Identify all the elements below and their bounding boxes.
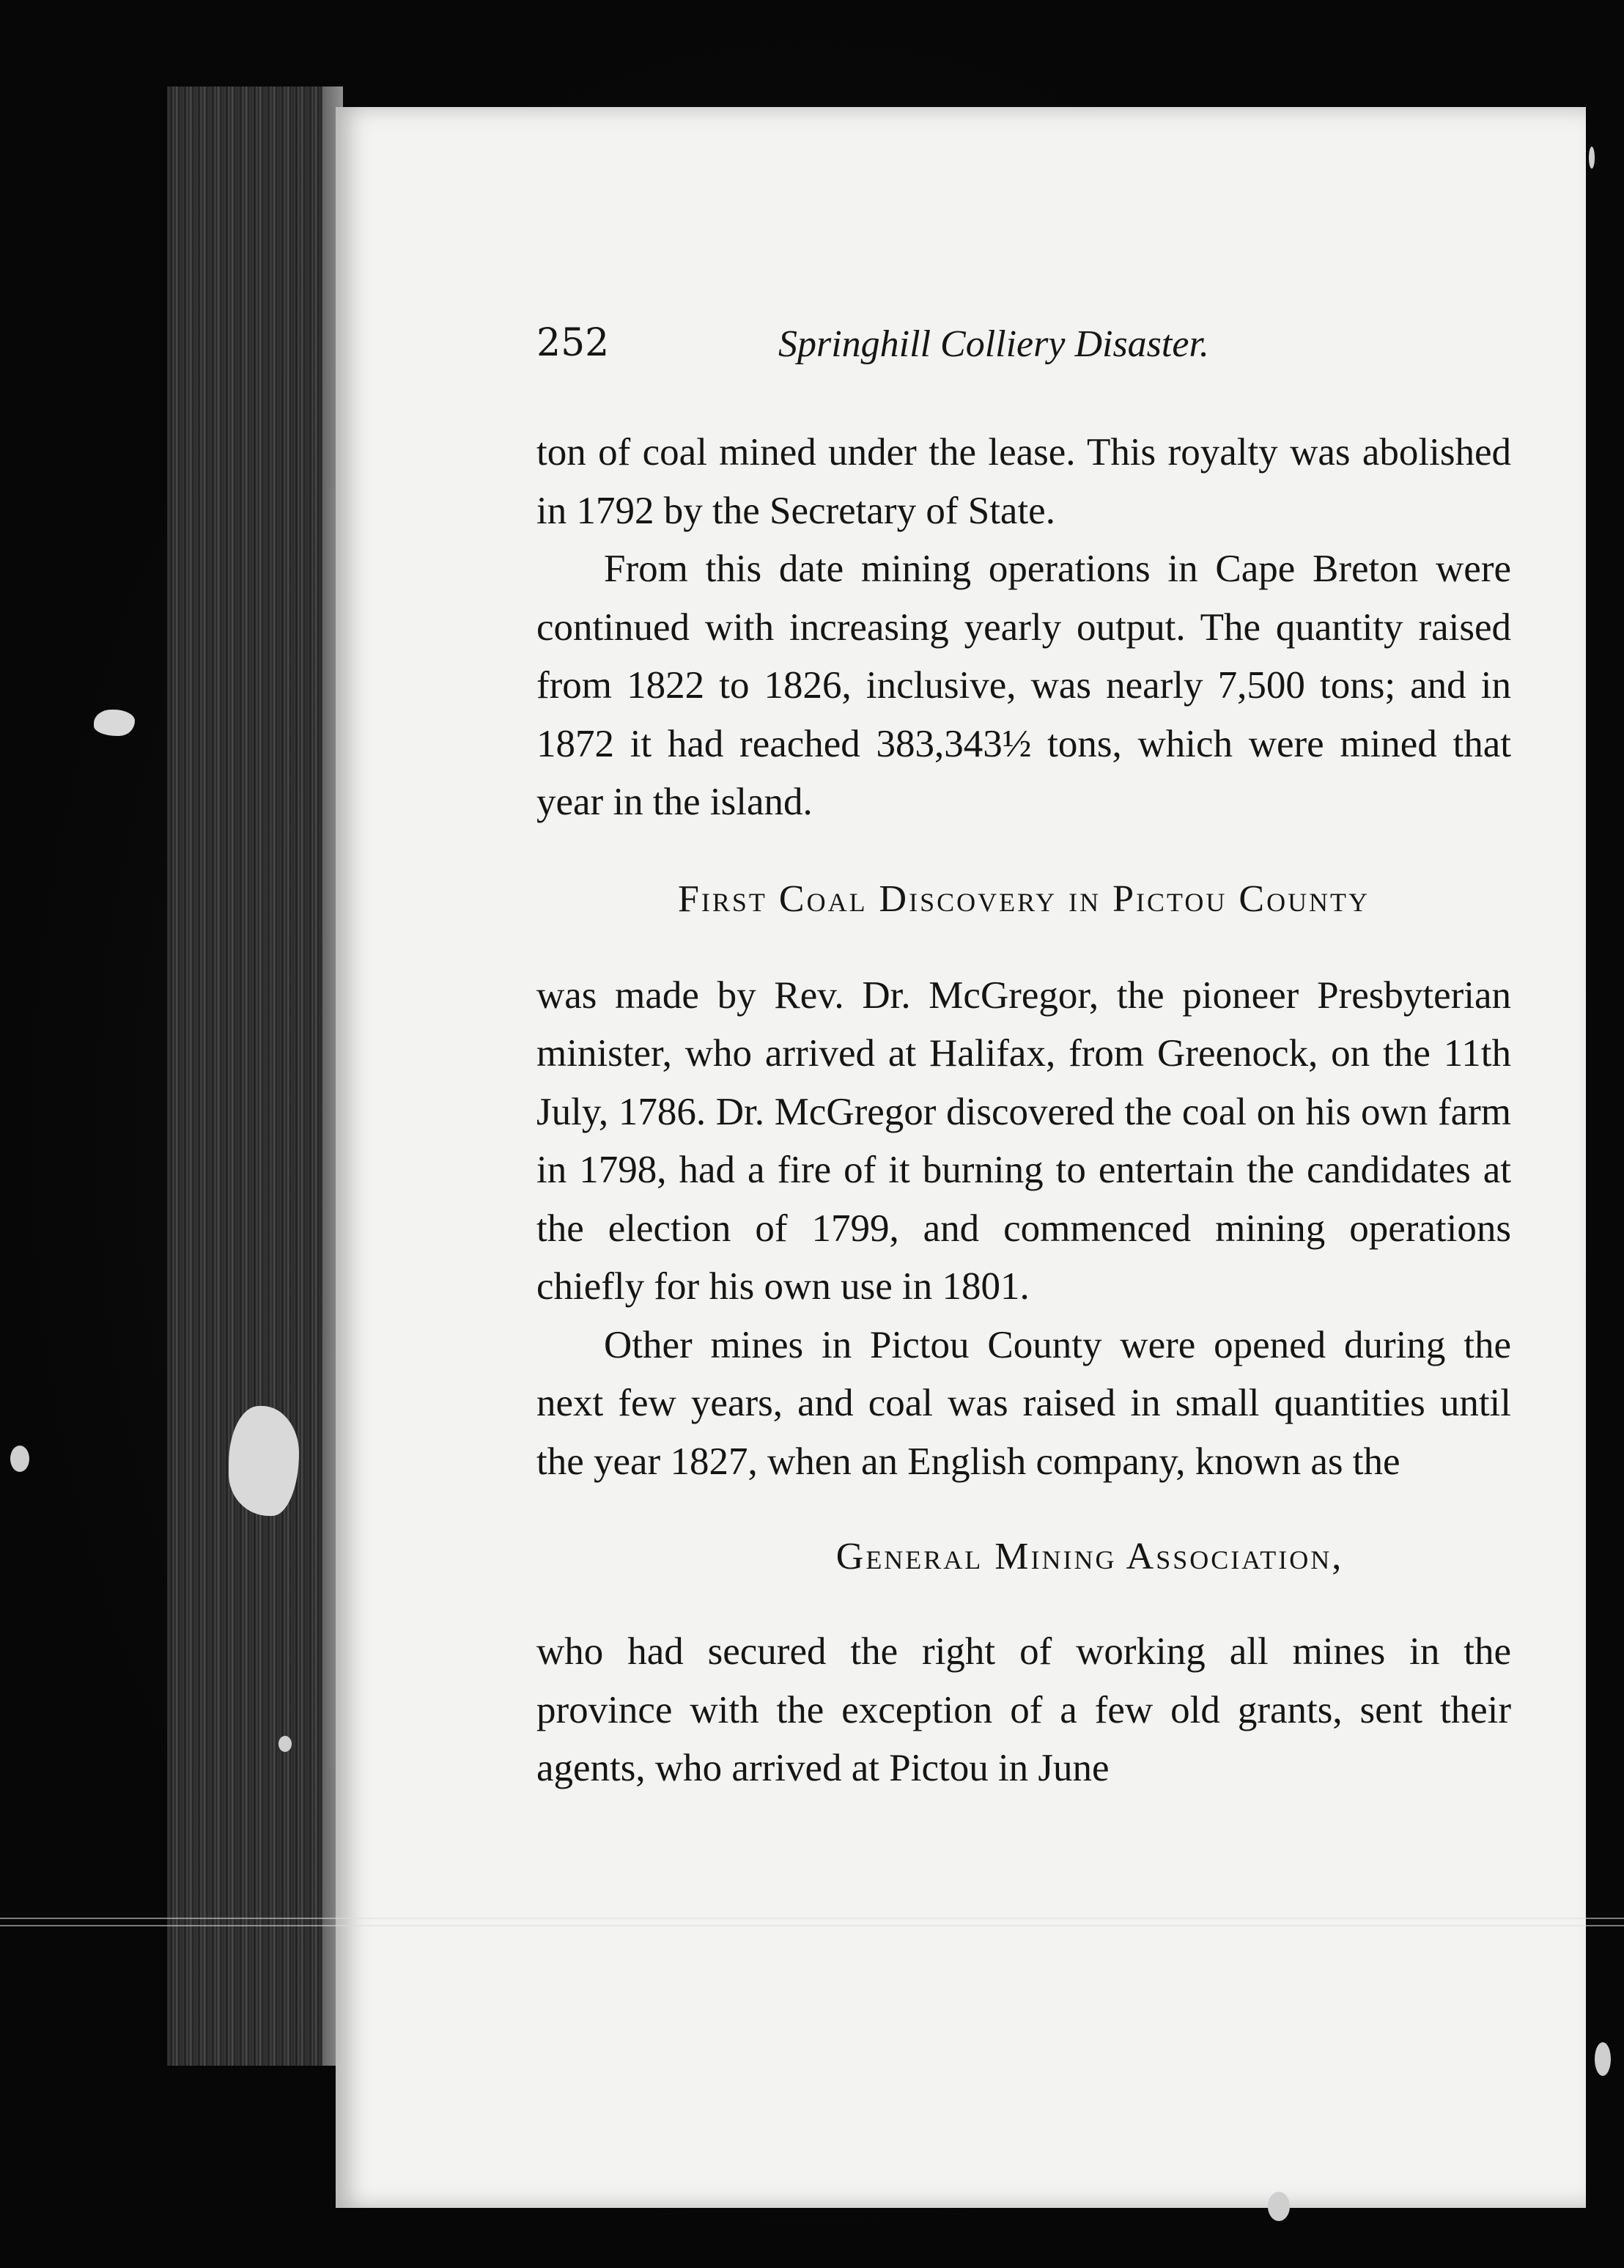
- scan-speck: [278, 1736, 292, 1752]
- body-text: [536, 424, 1511, 1798]
- scan-speck: [1595, 2042, 1611, 2076]
- scan-line: [0, 1925, 1624, 1926]
- scan-speck: [1589, 147, 1595, 169]
- book-page-edges: [167, 86, 343, 2066]
- running-title: Springhill Colliery Disaster.: [778, 323, 1209, 365]
- scan-blot: [94, 710, 135, 736]
- scan-blot: [229, 1406, 299, 1516]
- paragraph-3: was made by Rev. Dr. McGregor, the pioneer Presbyterian minister, who arrived at Halifax, from Greenock, on the 11th July, 1786. Dr. McGregor discovered the coal on his own farm in 1798, had a fire of it burning to entertain the candidates at the election of 1799, and commenced mining operations chiefly for his own use in 1801.: [536, 973, 1511, 1308]
- paragraph-5: who had secured the right of working all mines in the province with the exception of a few old grants, sent their agents, who arrived at Pictou in June: [536, 1630, 1511, 1789]
- page-number: 252: [536, 321, 610, 365]
- section-heading-pictou: First Coal Discovery in Pictou County: [677, 877, 1370, 920]
- paragraph-1: ton of coal mined under the lease. This royalty was abolished in 1792 by the Secretary of State.: [536, 431, 1511, 532]
- scan-speck: [1268, 2192, 1290, 2221]
- section-heading-gma: General Mining Association,: [835, 1536, 1344, 1577]
- scan-line: [0, 1918, 1624, 1919]
- scan-speck: [10, 1446, 29, 1472]
- page-header: [536, 321, 1518, 380]
- paragraph-2: From this date mining operations in Cape Breton were continued with increasing yearly output. The quantity raised from 1822 to 1826, inclusive, was nearly 7,500 tons; and in 1872 it had reached 383,343½ tons, which were mined that year in the island.: [536, 548, 1511, 823]
- paragraph-4: Other mines in Pictou County were opened during the next few years, and coal was raised in small quantities until the year 1827, when an English company, known as the: [536, 1323, 1511, 1483]
